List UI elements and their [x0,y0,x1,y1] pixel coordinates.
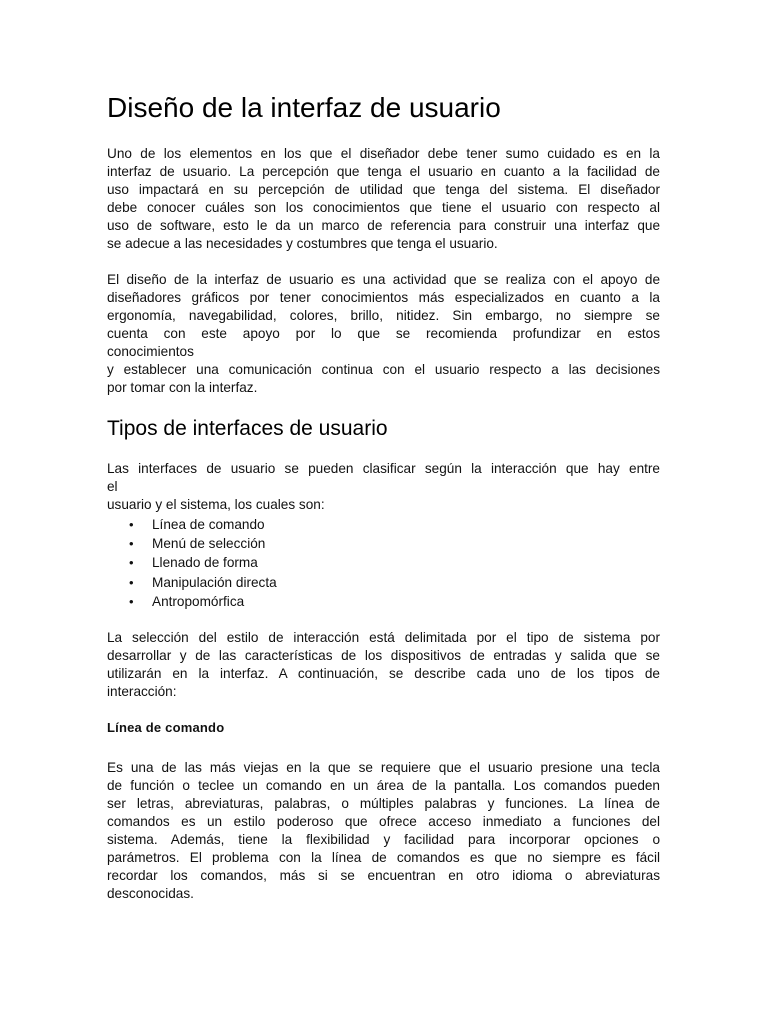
text-line: por tomar con la interfaz. [107,380,258,395]
text-line: uso de software, esto le da un marco de referencia para construir una interfaz que [107,218,660,233]
text-line: parámetros. El problema con la línea de comandos es que no siempre es fácil [107,850,660,866]
subheading-command-line: Línea de comando [107,720,225,736]
text-line: La selección del estilo de interacción está delimitada por el tipo de sistema por [107,630,660,646]
text-line: ergonomía, navegabilidad, colores, brillo, nitidez. Sin embargo, no siempre se [107,308,660,323]
bullet-icon: • [129,536,134,552]
list-item [129,534,660,553]
text-line: interfaz de usuario. La percepción que tenga el usuario en cuanto a la facilidad de [107,164,660,179]
document-title: Diseño de la interfaz de usuario [107,92,501,123]
text-line: Las interfaces de usuario se pueden clasificar según la interacción que hay entre [107,461,660,476]
design-paragraph [107,271,660,397]
text-line: de función o teclee un comando en un área de la pantalla. Los comandos pueden [107,778,660,794]
text-line: cuenta con este apoyo por lo que se recomienda profundizar en estos [107,326,660,341]
list-item [129,515,660,534]
document-page [107,90,660,903]
text-line: ser letras, abreviaturas, palabras, o múltiples palabras y funciones. La línea de [107,796,660,812]
text-line: recordar los comandos, más si se encuentran en otro idioma o abreviaturas [107,868,660,884]
text-line: sistema. Además, tiene la flexibilidad y facilidad para incorporar opciones o [107,832,660,848]
text-line: El diseño de la interfaz de usuario es una actividad que se realiza con el apoyo de [107,272,660,287]
bullet-icon: • [129,517,134,532]
command-line-paragraph [107,759,660,903]
text-line: interacción: [107,684,177,700]
list-item-label: Menú de selección [152,536,266,552]
list-item [129,553,660,572]
bullet-icon: • [129,593,134,609]
bullet-icon: • [129,574,134,590]
interface-types-list [107,515,660,611]
text-line: comandos es un estilo poderoso que ofrece acceso inmediato a funciones del [107,814,660,830]
interaction-style-paragraph [107,629,660,701]
types-intro-paragraph [107,460,660,514]
text-line: debe conocer cuáles son los conocimientos que tiene el usuario con respecto al [107,200,660,215]
list-item-label: Manipulación directa [152,574,277,590]
text-line: el [107,479,118,494]
list-item [129,573,660,592]
text-line: y establecer una comunicación continua con el usuario respecto a las decisiones [107,362,660,377]
list-item [129,592,660,611]
list-item-label: Antropomórfica [152,593,245,609]
section-title-types: Tipos de interfaces de usuario [107,417,388,440]
bullet-icon: • [129,555,134,571]
text-line: conocimientos [107,344,194,359]
list-item-label: Llenado de forma [152,555,258,571]
text-line: usuario y el sistema, los cuales son: [107,497,325,512]
list-item-label: Línea de comando [152,517,265,532]
text-line: se adecue a las necesidades y costumbres que tenga el usuario. [107,236,498,251]
text-line: diseñadores gráficos por tener conocimientos más especializados en cuanto a la [107,290,660,305]
intro-paragraph [107,145,660,253]
text-line: desarrollar y de las características de los dispositivos de entradas y salida que se [107,648,660,664]
text-line: uso impactará en su percepción de utilidad que tenga del sistema. El diseñador [107,182,660,197]
text-line: Es una de las más viejas en la que se requiere que el usuario presione una tecla [107,760,660,776]
text-line: Uno de los elementos en los que el diseñador debe tener sumo cuidado es en la [107,146,660,161]
text-line: utilizarán en la interfaz. A continuación, se describe cada uno de los tipos de [107,666,660,682]
text-line: desconocidas. [107,886,194,902]
